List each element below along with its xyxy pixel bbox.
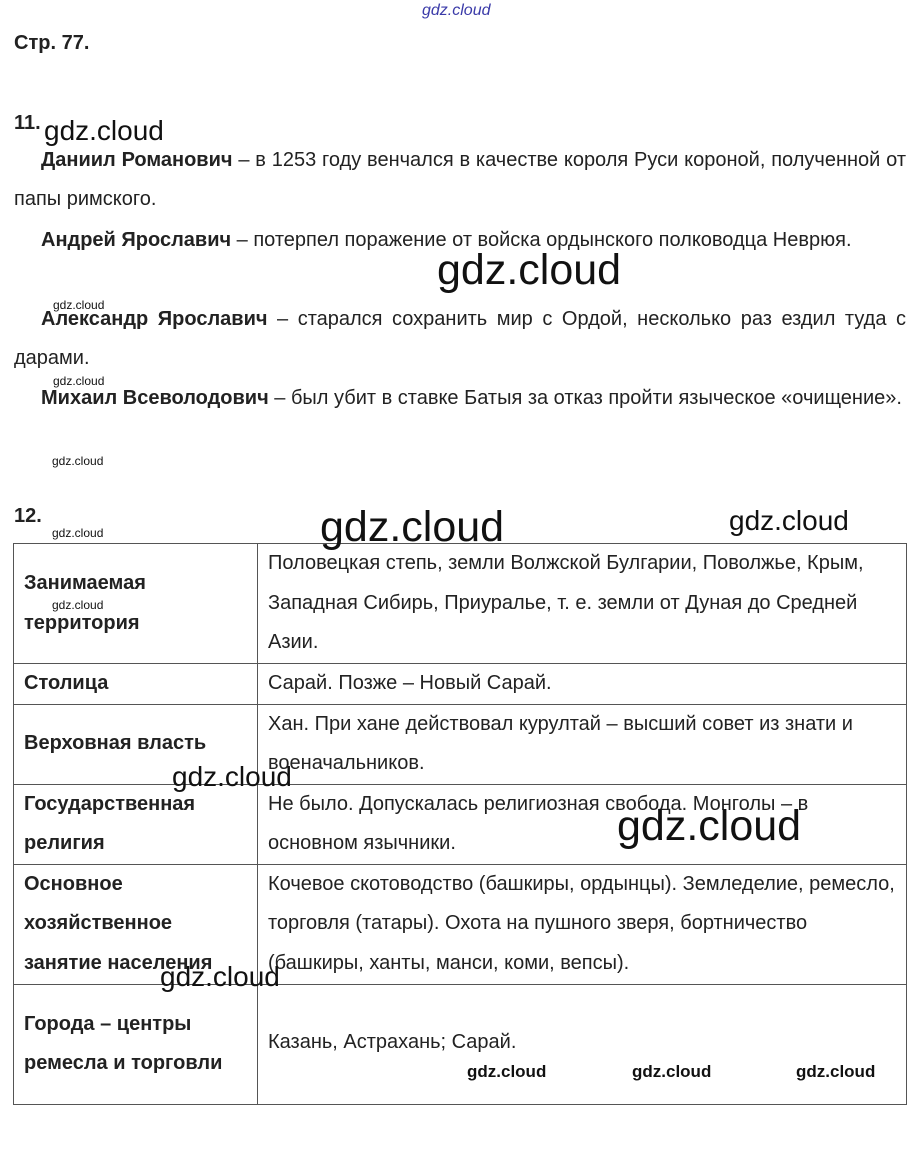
watermark: gdz.cloud xyxy=(632,1062,712,1081)
watermark: gdz.cloud xyxy=(172,761,292,792)
task-11-item-4 xyxy=(14,379,906,418)
table-row xyxy=(14,784,907,864)
row-label: Города – центры ремесла и торговли xyxy=(14,984,258,1104)
watermark: gdz.cloud xyxy=(52,598,104,612)
page-reference: Стр. 77. xyxy=(14,32,90,54)
watermark: gdz.cloud xyxy=(52,526,104,540)
task-11-item-3 xyxy=(14,300,906,378)
watermark: gdz.cloud xyxy=(52,454,104,468)
table-row xyxy=(14,984,907,1104)
person-description: – был убит в ставке Батыя за отказ пройти языческое «очищение». xyxy=(268,387,902,409)
watermark: gdz.cloud xyxy=(53,298,105,312)
watermark: gdz.cloud xyxy=(53,374,105,388)
table-row xyxy=(14,544,907,664)
watermark: gdz.cloud xyxy=(467,1062,547,1081)
watermark: gdz.cloud xyxy=(729,505,849,536)
table-row xyxy=(14,664,907,705)
task-11-item-2 xyxy=(14,221,906,260)
person-description: – в 1253 году венчался в качестве короля Руси короной, полученной от папы римского. xyxy=(14,149,906,210)
person-name: Михаил Всеволодович xyxy=(41,387,269,409)
person-description: – потерпел поражение от войска ордынского полководца Неврюя. xyxy=(231,229,852,251)
row-value: Кочевое скотоводство (башкиры, ордынцы). Земледелие, ремесло, торговля (татары). Охота на пушного зверя, бортничество (башкиры, ханты, манси, коми, вепсы). xyxy=(258,864,907,984)
task-12-number: 12. xyxy=(14,505,42,527)
task-11-number: 11. xyxy=(14,112,41,134)
row-value: Сарай. Позже – Новый Сарай. xyxy=(258,664,907,705)
row-value: Не было. Допускалась религиозная свобода. Монголы – в основном язычники. xyxy=(258,784,907,864)
person-name: Александр Ярославич xyxy=(41,308,268,330)
horde-characteristics-table xyxy=(13,543,907,1105)
watermark: gdz.cloud xyxy=(160,961,280,992)
watermark: gdz.cloud xyxy=(422,2,491,19)
row-value: Казань, Астрахань; Сарай. xyxy=(258,984,907,1104)
table-row xyxy=(14,864,907,984)
row-label: Занимаемая территория xyxy=(14,544,258,664)
watermark: gdz.cloud xyxy=(617,802,802,850)
watermark: gdz.cloud xyxy=(437,246,622,294)
row-value: Половецкая степь, земли Волжской Булгарии, Поволжье, Крым, Западная Сибирь, Приуралье, т. е. земли от Дуная до Средней Азии. xyxy=(258,544,907,664)
row-label: Государственная религия xyxy=(14,784,258,864)
task-11-item-1 xyxy=(14,141,906,219)
person-description: – старался сохранить мир с Ордой, несколько раз ездил туда с дарами. xyxy=(14,308,906,369)
table-row xyxy=(14,704,907,784)
row-value: Хан. При хане действовал курултай – высший совет из знати и военачальников. xyxy=(258,704,907,784)
person-name: Андрей Ярославич xyxy=(41,229,232,251)
row-label: Столица xyxy=(14,664,258,705)
row-label: Верховная власть xyxy=(14,704,258,784)
row-label: Основное хозяйственное занятие населения xyxy=(14,864,258,984)
watermark: gdz.cloud xyxy=(796,1062,876,1081)
person-name: Даниил Романович xyxy=(41,149,233,171)
watermark: gdz.cloud xyxy=(44,115,164,146)
watermark: gdz.cloud xyxy=(320,503,505,551)
